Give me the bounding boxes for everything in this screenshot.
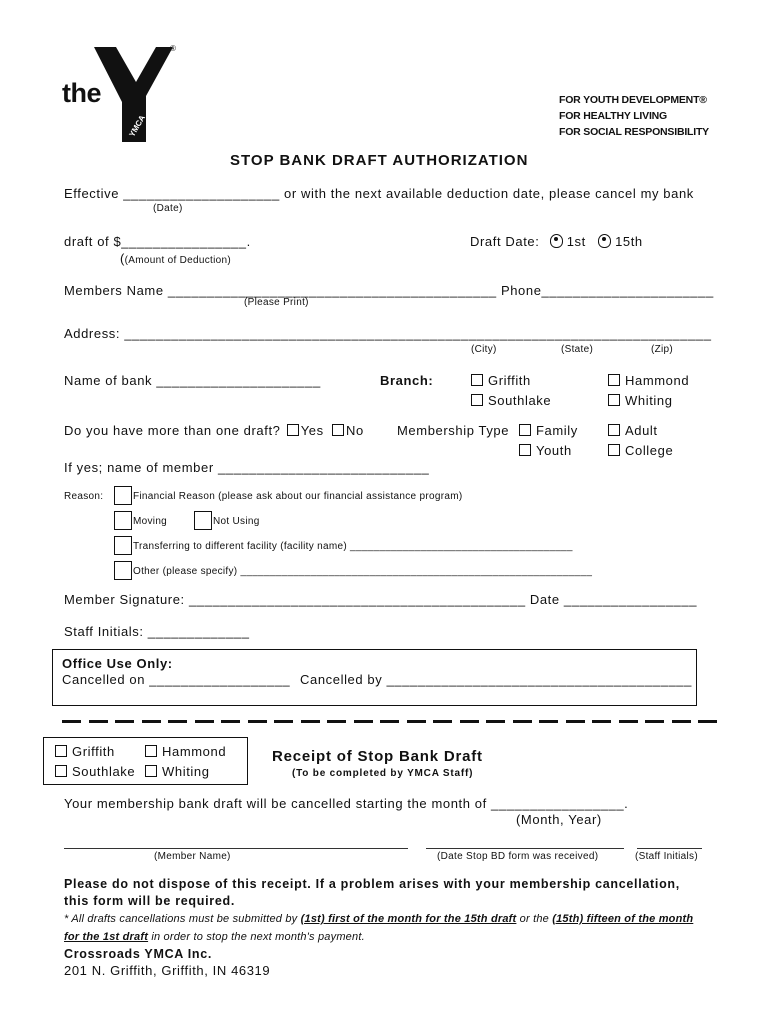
separator-dash bbox=[513, 720, 532, 723]
draft-of-line: draft of $________________. bbox=[64, 234, 251, 249]
branch-hammond[interactable] bbox=[608, 373, 689, 388]
state-caption: (State) bbox=[561, 344, 594, 355]
draft-date-label: Draft Date: bbox=[470, 234, 540, 249]
drafts-note bbox=[64, 910, 704, 946]
date-received-underline bbox=[426, 848, 624, 849]
receipt-southlake-label: Southlake bbox=[72, 764, 136, 779]
separator-dash bbox=[327, 720, 346, 723]
receipt-hammond-checkbox[interactable] bbox=[145, 745, 157, 757]
more-than-one-no-checkbox[interactable] bbox=[332, 424, 344, 436]
org-address: 201 N. Griffith, Griffith, IN 46319 bbox=[64, 963, 271, 978]
tagline bbox=[559, 92, 709, 140]
receipt-griffith-checkbox[interactable] bbox=[55, 745, 67, 757]
membership-youth-label: Youth bbox=[536, 443, 572, 458]
member-name-caption: (Member Name) bbox=[154, 851, 231, 862]
membership-family-label: Family bbox=[536, 423, 578, 438]
separator-dash bbox=[274, 720, 293, 723]
reason-transferring-label: Transferring to different facility (facility name) ______________________________________ bbox=[133, 541, 573, 552]
zip-caption: (Zip) bbox=[651, 344, 674, 355]
branch-whiting-checkbox[interactable] bbox=[608, 394, 620, 406]
separator-dash bbox=[380, 720, 399, 723]
more-than-one-question: Do you have more than one draft? bbox=[64, 423, 281, 438]
reason-not-using-label: Not Using bbox=[213, 516, 260, 527]
draft-date-15th-radio[interactable] bbox=[598, 234, 611, 248]
separator-dash bbox=[619, 720, 638, 723]
membership-adult-checkbox[interactable] bbox=[608, 424, 620, 436]
reason-financial-checkbox[interactable] bbox=[114, 486, 132, 505]
more-than-one-yes-label: Yes bbox=[300, 423, 324, 438]
branch-whiting[interactable] bbox=[608, 393, 673, 408]
membership-family[interactable] bbox=[519, 423, 578, 438]
logo-registered: ® bbox=[170, 44, 176, 53]
dashed-separator bbox=[62, 720, 718, 724]
reason-not-using-checkbox[interactable] bbox=[194, 511, 212, 530]
cancelled-on-line: Cancelled on __________________ bbox=[62, 672, 291, 687]
receipt-subtitle: (To be completed by YMCA Staff) bbox=[292, 768, 474, 779]
please-print-caption: (Please Print) bbox=[244, 297, 309, 308]
if-yes-member-line: If yes; name of member ___________________________ bbox=[64, 460, 430, 475]
membership-college[interactable] bbox=[608, 443, 673, 458]
reason-moving-label: Moving bbox=[133, 516, 168, 527]
separator-dash bbox=[62, 720, 81, 723]
separator-dash bbox=[645, 720, 664, 723]
separator-dash bbox=[592, 720, 611, 723]
separator-dash bbox=[407, 720, 426, 723]
amount-caption-text: (Amount of Deduction) bbox=[124, 255, 231, 266]
bank-name-line: Name of bank _____________________ bbox=[64, 373, 321, 388]
effective-line: Effective ____________________ or with the next available deduction date, please cancel my bank bbox=[64, 186, 694, 201]
membership-adult[interactable] bbox=[608, 423, 658, 438]
reason-transferring-checkbox[interactable] bbox=[114, 536, 132, 555]
separator-dash bbox=[566, 720, 585, 723]
separator-dash bbox=[539, 720, 558, 723]
membership-adult-label: Adult bbox=[625, 423, 658, 438]
membership-youth-checkbox[interactable] bbox=[519, 444, 531, 456]
membership-youth[interactable] bbox=[519, 443, 572, 458]
separator-dash bbox=[221, 720, 240, 723]
receipt-month-line: Your membership bank draft will be cancelled starting the month of _________________. bbox=[64, 796, 629, 811]
staff-initials-caption: (Staff Initials) bbox=[635, 851, 698, 862]
address-line: Address: ___________________________________________________________________________ bbox=[64, 326, 712, 341]
receipt-southlake-checkbox[interactable] bbox=[55, 765, 67, 777]
reason-financial-label: Financial Reason (please ask about our financial assistance program) bbox=[133, 491, 463, 502]
date-caption: (Date) bbox=[153, 203, 183, 214]
membership-college-label: College bbox=[625, 443, 674, 458]
ymca-logo bbox=[58, 44, 188, 144]
org-name: Crossroads YMCA Inc. bbox=[64, 947, 213, 961]
receipt-whiting-label: Whiting bbox=[162, 764, 210, 779]
membership-college-checkbox[interactable] bbox=[608, 444, 620, 456]
branch-southlake-label: Southlake bbox=[488, 393, 552, 408]
receipt-southlake[interactable] bbox=[55, 764, 135, 779]
member-name-underline bbox=[64, 848, 408, 849]
separator-dash bbox=[89, 720, 108, 723]
member-signature-line: Member Signature: ___________________________________________ Date _________________ bbox=[64, 592, 698, 607]
date-received-caption: (Date Stop BD form was received) bbox=[437, 851, 599, 862]
members-name-line: Members Name __________________________________________ Phone______________________ bbox=[64, 283, 714, 298]
office-use-title: Office Use Only: bbox=[62, 656, 173, 671]
branch-griffith-label: Griffith bbox=[488, 373, 531, 388]
branch-whiting-label: Whiting bbox=[625, 393, 673, 408]
separator-dash bbox=[301, 720, 320, 723]
receipt-whiting[interactable] bbox=[145, 764, 210, 779]
drafts-note-mid: or the bbox=[516, 913, 553, 925]
receipt-hammond-label: Hammond bbox=[162, 744, 227, 759]
separator-dash bbox=[142, 720, 161, 723]
tagline-line-1: FOR YOUTH DEVELOPMENT® bbox=[559, 94, 707, 106]
separator-dash bbox=[168, 720, 187, 723]
reason-other-checkbox[interactable] bbox=[114, 561, 132, 580]
branch-griffith[interactable] bbox=[471, 373, 531, 388]
separator-dash bbox=[672, 720, 691, 723]
more-than-one-no-label: No bbox=[345, 423, 364, 438]
draft-date-15th-label: 15th bbox=[615, 234, 643, 249]
amount-caption: ((Amount of Deduction) bbox=[120, 251, 231, 266]
draft-date-1st-label: 1st bbox=[566, 234, 586, 249]
receipt-griffith[interactable] bbox=[55, 744, 115, 759]
branch-label: Branch: bbox=[380, 373, 434, 388]
branch-griffith-checkbox[interactable] bbox=[471, 374, 483, 386]
separator-dash bbox=[460, 720, 479, 723]
membership-family-checkbox[interactable] bbox=[519, 424, 531, 436]
branch-hammond-checkbox[interactable] bbox=[608, 374, 620, 386]
city-caption: (City) bbox=[471, 344, 497, 355]
separator-dash bbox=[433, 720, 452, 723]
reason-moving-checkbox[interactable] bbox=[114, 511, 132, 530]
staff-initials-underline bbox=[637, 848, 702, 849]
receipt-notice: Please do not dispose of this receipt. If a problem arises with your membership cancellation, this form will be required. bbox=[64, 877, 680, 908]
draft-date-1st-radio[interactable] bbox=[550, 234, 563, 248]
drafts-note-post: in order to stop the next month's payment. bbox=[148, 931, 365, 943]
page-title: STOP BANK DRAFT AUTHORIZATION bbox=[230, 152, 529, 169]
reason-other-label: Other (please specify) ____________________________________________________________ bbox=[133, 566, 593, 577]
drafts-note-second-rule: (15th) fifteen of the month for the 1st draft bbox=[64, 913, 694, 943]
receipt-title: Receipt of Stop Bank Draft bbox=[272, 748, 483, 765]
branch-southlake[interactable] bbox=[471, 393, 551, 408]
logo-small-text: YMCA bbox=[127, 113, 147, 139]
more-than-one-draft bbox=[64, 423, 364, 438]
branch-hammond-label: Hammond bbox=[625, 373, 690, 388]
separator-dash bbox=[486, 720, 505, 723]
receipt-hammond[interactable] bbox=[145, 744, 226, 759]
tagline-line-3: FOR SOCIAL RESPONSIBILITY bbox=[559, 126, 709, 138]
separator-dash bbox=[195, 720, 214, 723]
separator-dash bbox=[698, 720, 717, 723]
tagline-line-2: FOR HEALTHY LIVING bbox=[559, 110, 668, 122]
separator-dash bbox=[248, 720, 267, 723]
branch-southlake-checkbox[interactable] bbox=[471, 394, 483, 406]
receipt-griffith-label: Griffith bbox=[72, 744, 115, 759]
receipt-whiting-checkbox[interactable] bbox=[145, 765, 157, 777]
membership-type-label: Membership Type bbox=[397, 423, 510, 438]
more-than-one-yes-checkbox[interactable] bbox=[287, 424, 299, 436]
reason-label: Reason: bbox=[64, 491, 104, 502]
receipt-month-caption: (Month, Year) bbox=[516, 812, 602, 827]
logo-word: the bbox=[62, 78, 101, 108]
cancelled-by-line: Cancelled by _______________________________________ bbox=[300, 672, 692, 687]
staff-initials-line: Staff Initials: _____________ bbox=[64, 624, 250, 639]
drafts-note-first-rule: (1st) first of the month for the 15th draft bbox=[300, 913, 517, 925]
separator-dash bbox=[115, 720, 134, 723]
draft-date-group bbox=[470, 234, 643, 249]
drafts-note-pre: * All drafts cancellations must be submitted by bbox=[64, 913, 301, 925]
separator-dash bbox=[354, 720, 373, 723]
